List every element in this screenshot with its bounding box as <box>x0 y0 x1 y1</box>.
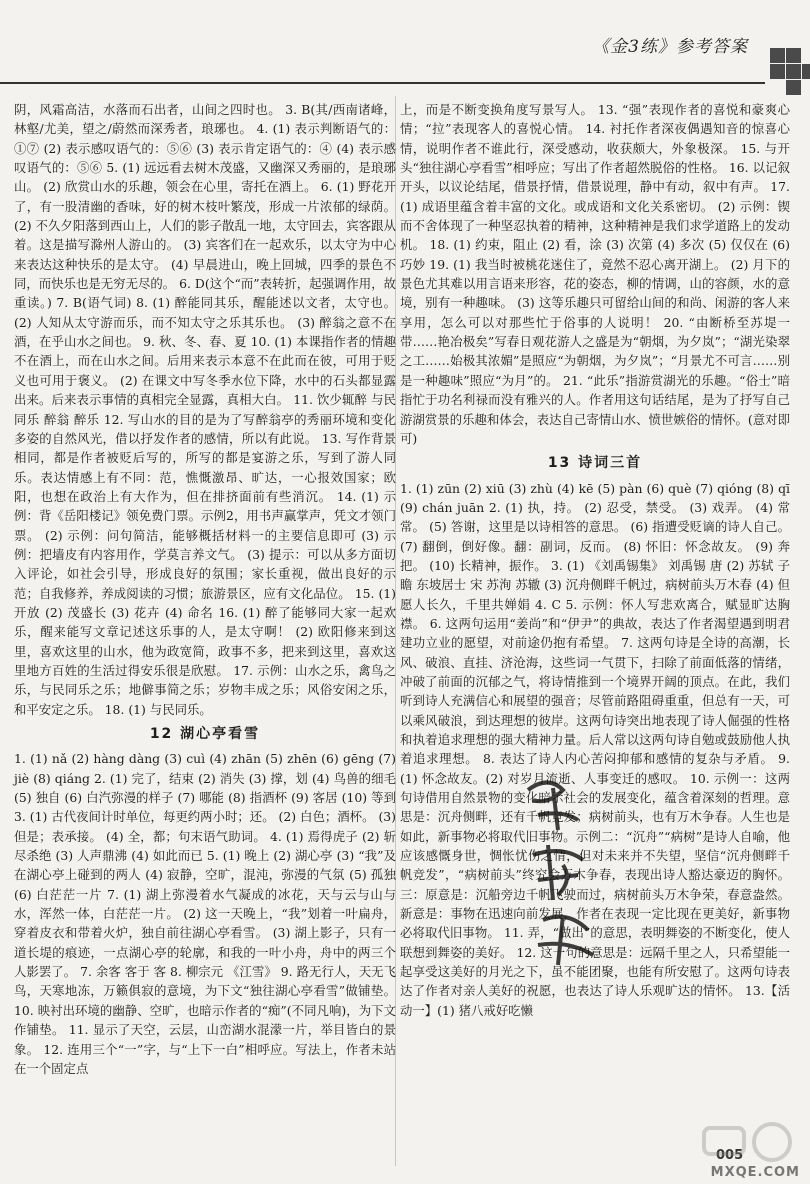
section-title-12: 12 湖心亭看雪 <box>149 726 261 742</box>
answer-block-11: 阴，风霜高洁，水落而石出者，山间之四时也。 3. B(其/西南诸峰，林壑/尤美，望之/蔚然而深秀者，琅琊也。 4. (1) 表示判断语气的：①⑦ (2) 表示感叹语气的：⑤⑥ (3) 表示肯定语气的：④ (4) 表示感叹语气的：⑤⑥ 5. (1) 远远看去树木茂盛，又幽深又秀丽的，是琅琊山。 (2) 欣赏山水的乐趣，领会在心里，寄托在酒上。 6. (1) 野花开了，有一股清幽的香味，好的树木枝叶繁茂，形成一片浓郁的绿荫。 (2) 不久夕阳落到西山上，人们的影子散乱一地，太守回去，宾客跟从着。这是描写滁州人游山的。 (3) 宾客们在一起欢乐，以太守为中心来表达这种快乐的是太守。 (4) 早晨进山，晚上回城，四季的景色不同，而快乐也是无穷无尽的。 6. D(这个“而”表转折，起强调作用，故重读。) 7. B(语气词) 8. (1) 醉能同其乐，醒能述以文者，太守也。 (2) 人知从太守游而乐，而不知太守之乐其乐也。 (3) 醉翁之意不在酒，在乎山水之间也。 9. 秋、冬、春、夏 10. (1) 本课指作者的情趣不在酒上，而在山水之间。后用来表示本意不在此而在彼，可用于贬义也可用于褒义。 (2) 在课文中写冬季水位下降，水中的石头都显露出来。后来表示事情的真相完全显露，真相大白。 11. 饮少辄醉 与民同乐 醉翁 醉乐 12. 写山水的目的是为了写醉翁亭的秀丽环境和变化多姿的自然风光，借以抒发作者的感情，所以有此说。 13. 写作背景相同，都是作者被贬后写的，所写的都是宴游之乐，写到了游人同乐。表达情感上有不同：范，憔慨激昂、旷达，一心报效国家；欧阳，也想在政治上有大作为，但在排挤面前有些消沉。 14. (1) 示例：背《岳阳楼记》领免费门票。示例2，用书声赢掌声，凭文才领门票。 (2) 示例：问句简洁，能够概括材料一的主要信息即可 (3) 示例：把墙皮有内容用作，学莫言养文气。 (3) 提示：可以从多方面切入评论，如社会引导，形成良好的氛围；家长重视，做出良好的示范；自我修养，养成阅读的习惯；旅游景区，应有文化品位。 15. (1) 开放 (2) 茂盛长 (3) 花卉 (4) 命名 16. (1) 醉了能够同大家一起欢乐，醒来能写文章记述这乐事的人，是太守啊！ (2) 欧阳修来到这里，喜欢这里的山水，他为政宽简，政事不多，把来到这里，喜欢这里地方百姓的生活过得安乐很是欣慰。 17. 示例：山水之乐，禽鸟之乐，与民同乐之乐；地僻事简之乐；岁物丰成之乐；风俗安闲之乐，和平安定之乐。 18. (1) 与民同乐。 <box>14 102 396 717</box>
watermark-text: MXQE.COM <box>710 1165 800 1180</box>
answer-block-12-continued: 上，而是不断变换角度写景写人。 13. “强”表现作者的喜悦和豪爽心情；“拉”表现客人的喜悦心情。 14. 衬托作者深夜偶遇知音的惊喜心情，说明作者不谁此行，深受感动，收获颇大，外象极深。 15. 与开头“独往湖心亭看雪”相呼应；写出了作者超然脱俗的性格。 16. 以记叙开头，以议论结尾，借景抒情，借景说理，静中有动，叙中有声。 17. (1) 成语里蕴含着丰富的文化。或成语和文化关系密切。 (2) 示例：锲而不舍体现了一种坚忍执着的精神，这种精神是我们求学道路上的发动机。 18. (1) 约束，阻止 (2) 看，涂 (3) 次第 (4) 多次 (5) 仅仅在 (6) 巧妙 19. (1) 我当时被桃花迷住了，竟然不忍心离开湖上。 (2) 月下的景色尤其难以用言语来形容，花的姿态，柳的情调，山的容颜，水的意境，别有一种趣味。 (3) 这等乐趣只可留给山间的和尚、闲游的客人来享用，怎么可以对那些忙于俗事的人说明！ 20. “由断桥至苏堤一带……艳冶极矣”写春日观花游人之盛是为“朝烟，为夕岚”；“湖光染翠之工……始极其浓媚”是照应“为朝烟，为夕岚”；“月景尤不可言……别是一种趣味”照应“为月”的。 21. “此乐”指游赏湖光的乐趣。“俗士”暗指忙于功名利禄而没有雅兴的人。作者用这句话结尾，是为了抒写自己游湖赏景的乐趣和体会，表达自己寄情山水、愤世嫉俗的情怀。(意对即可) <box>400 102 790 446</box>
left-column <box>14 100 396 1078</box>
header-title: 《金3练》参考答案 <box>592 37 748 57</box>
handwritten-signature-icon <box>508 770 608 970</box>
page-number: 005 <box>716 1148 744 1163</box>
section-title-13: 13 诗词三首 <box>547 455 643 472</box>
answer-block-13: 1. (1) zūn (2) xiū (3) zhù (4) kē (5) pàn (6) què (7) qióng (8) qī (9) chán juān 2. (1) 执，持。 (2) 忍受，禁受。 (3) 戏弄。 (4) 常常。 (5) 答谢，这里是以诗相答的意思。 (6) 指遭受贬谪的诗人自己。 (7) 翻倒，倒好像。翻：副词，反而。 (8) 怀旧：怀念故友。 (9) 奔把。 (10) 长精神，振作。 3. (1) 《刘禹锡集》 刘禹锡 唐 (2) 苏轼 子瞻 东坡居士 宋 苏洵 苏辙 (3) 沉舟侧畔千帆过，病树前头万木春 (4) 但愿人长久，千里共婵娟 4. C 5. 示例：怀人写悲欢离合，赋显旷达胸襟。 6. 这两句运用“姜尚”和“伊尹”的典故，表达了作者渴望遇到明君建功立业的愿望，对前途仍抱有希望。 7. 这两句诗是全诗的高潮，长风、破浪、直挂、济沧海，这些词一气贯下，扫除了前面低落的情绪，冲破了前面的沉郁之气，将诗情推到一个境界开阔的顶点。在此，我们听到诗人充满信心和展望的强音；尽管前路阻碍重重，但总有一天，可以乘风破浪，到达理想的彼岸。这两句诗突出地表现了诗人倔强的性格和执着追求理想的强大精神力量。后人常以这两句诗自勉或鼓励他人执着追求理想。 8. 表达了诗人内心苦闷抑郁和感情的复杂与矛盾。 9. (1) 怀念故友。(2) 对岁月流逝、人事变迁的感叹。 10. 示例一：这两句诗借用自然景物的变化暗示社会的发展变化，蕴含着深刻的哲理。意思是：沉舟侧畔，还有千帆竞发；病树前头，也有万木争春。人生也是如此，新事物必将取代旧事物。示例二：“沉舟”“病树”是诗人自喻，他应该感慨身世，惆怅忧伤之情，但对未来并不失望，坚信“沉舟侧畔千帆竞发”，“病树前头”终究会万木争春，表现出诗人豁达豪迈的胸怀。 三：原意是：沉船旁边千帆飞驶而过，病树前头万木争荣，春意盎然。新意是：事物在迅速向前发展，作者在表现一定比现在更美好，新事物必将取代旧事物。 11. 弄，“做出”的意思，表明舞姿的不断变化，使人联想到舞姿的美好。 12. 这一句的意思是：远隔千里之人，只希望能一起享受这美好的月光之下，虽不能团聚，也能有所安慰了。这两句诗表达了作者对亲人美好的祝愿，也表达了诗人乐观旷达的情怀。 13.【活动一】(1) 猪八戒好吃懒 <box>400 480 790 1018</box>
header-rule <box>0 82 765 84</box>
answer-block-12: 1. (1) nǎ (2) hàng dàng (3) cuì (4) zhān (5) zhēn (6) gēng (7) jiè (8) qiáng 2. (1) 完了，结束 (2) 消失 (3) 撑，划 (4) 鸟兽的细毛 (5) 独自 (6) 白汽弥漫的样子 (7) 哪能 (8) 指酒杯 (9) 客居 (10) 等到 3. (1) 古代夜间计时单位，每更约两小时；还。 (2) 白色；酒杯。 (3) 但是；表承接。 (4) 全，都；句末语气助词。 4. (1) 焉得虎子 (2) 斩尽杀绝 (3) 人声鼎沸 (4) 如此而已 5. (1) 晚上 (2) 湖心亭 (3) “我”及在湖心亭上碰到的两人 (4) 寂静，空旷，混沌，弥漫的气氛 (5) 孤独 (6) 白茫茫一片 7. (1) 湖上弥漫着水气凝成的冰花，天与云与山与水，浑然一体，白茫茫一片。 (2) 这一天晚上，“我”划着一叶扁舟，穿着皮衣和带着火炉，独自前往湖心亭看雪。 (3) 湖上影子，只有一道长堤的痕迹，一点湖心亭的轮廓，和我的一叶小舟，舟中的两三个人影罢了。 7. 余客 客于 客 8. 柳宗元 《江雪》 9. 路无行人，天无飞鸟，天寒地冻，万籁俱寂的意境，为下文“独往湖心亭看雪”做铺垫。 10. 映衬出环境的幽静、空旷，也暗示作者的“痴”(不同凡响)，为下文作铺垫。 11. 显示了天空，云层，山峦湖水混濛一片，举目皆白的景象。 12. 连用三个“一”字，与“上下一白”相呼应。写法上，作者未站在一个固定点 <box>14 751 396 1076</box>
page-header <box>0 0 810 98</box>
